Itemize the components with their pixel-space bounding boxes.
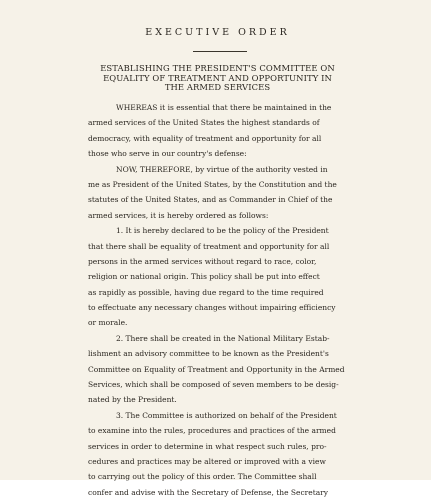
text-line: nated by the President. (88, 395, 177, 405)
text-line: or morale. (88, 318, 128, 328)
text-line: to effectuate any necessary changes without impairing efficiency (88, 303, 336, 313)
paragraph-section-2 (88, 331, 388, 408)
text-line: 2. There shall be created in the National Military Estab- (116, 333, 330, 343)
text-line: persons in the armed services without regard to race, color, (88, 256, 317, 266)
text-line: to examine into the rules, procedures and practices of the armed (88, 426, 336, 436)
text-line: lishment an advisory committee to be known as the President's (88, 349, 329, 359)
document-heading: EXECUTIVE ORDER (145, 27, 290, 38)
text-line: Services, which shall be composed of seven members to be desig- (88, 380, 339, 390)
text-line: Committee on Equality of Treatment and Opportunity in the Armed (88, 364, 345, 374)
document-subtitle (0, 64, 435, 93)
paragraph-section-3 (88, 408, 388, 500)
text-line: that there shall be equality of treatment and opportunity for all (88, 241, 330, 251)
paragraph-whereas (88, 100, 388, 162)
text-line: statutes of the United States, and as Commander in Chief of the (88, 195, 333, 205)
text-line: religion or national origin. This policy shall be put into effect (88, 272, 320, 282)
text-line: as rapidly as possible, having due regard to the time required (88, 287, 324, 297)
subtitle-line: ESTABLISHING THE PRESIDENT'S COMMITTEE ON (100, 63, 335, 73)
subtitle-line: EQUALITY OF TREATMENT AND OPPORTUNITY IN (103, 72, 332, 83)
text-line: 3. The Committee is authorized on behalf of the President (116, 410, 337, 420)
document-body (88, 100, 388, 500)
text-line: to carrying out the policy of this order. The Committee shall (88, 472, 317, 482)
text-line: cedures and practices may be altered or improved with a view (88, 456, 326, 466)
subtitle-line: THE ARMED SERVICES (164, 82, 271, 93)
text-line: NOW, THEREFORE, by virtue of the authority vested in (116, 164, 328, 174)
text-line: me as President of the United States, by the Constitution and the (88, 179, 337, 189)
text-line: those who serve in our country's defense: (88, 149, 247, 159)
text-line: armed services of the United States the highest standards of (88, 118, 320, 128)
text-line: services in order to determine in what respect such rules, pro- (88, 441, 327, 451)
page-edge (431, 0, 435, 480)
text-line: confer and advise with the Secretary of Defense, the Secretary (88, 487, 329, 497)
paragraph-section-1 (88, 223, 388, 331)
paragraph-now-therefore (88, 162, 388, 224)
text-line: armed services, it is hereby ordered as follows: (88, 210, 269, 220)
text-line: 1. It is hereby declared to be the policy of the President (116, 226, 329, 236)
heading-rule (193, 51, 247, 52)
text-line: democracy, with equality of treatment and opportunity for all (88, 133, 322, 143)
text-line: WHEREAS it is essential that there be maintained in the (116, 103, 332, 112)
